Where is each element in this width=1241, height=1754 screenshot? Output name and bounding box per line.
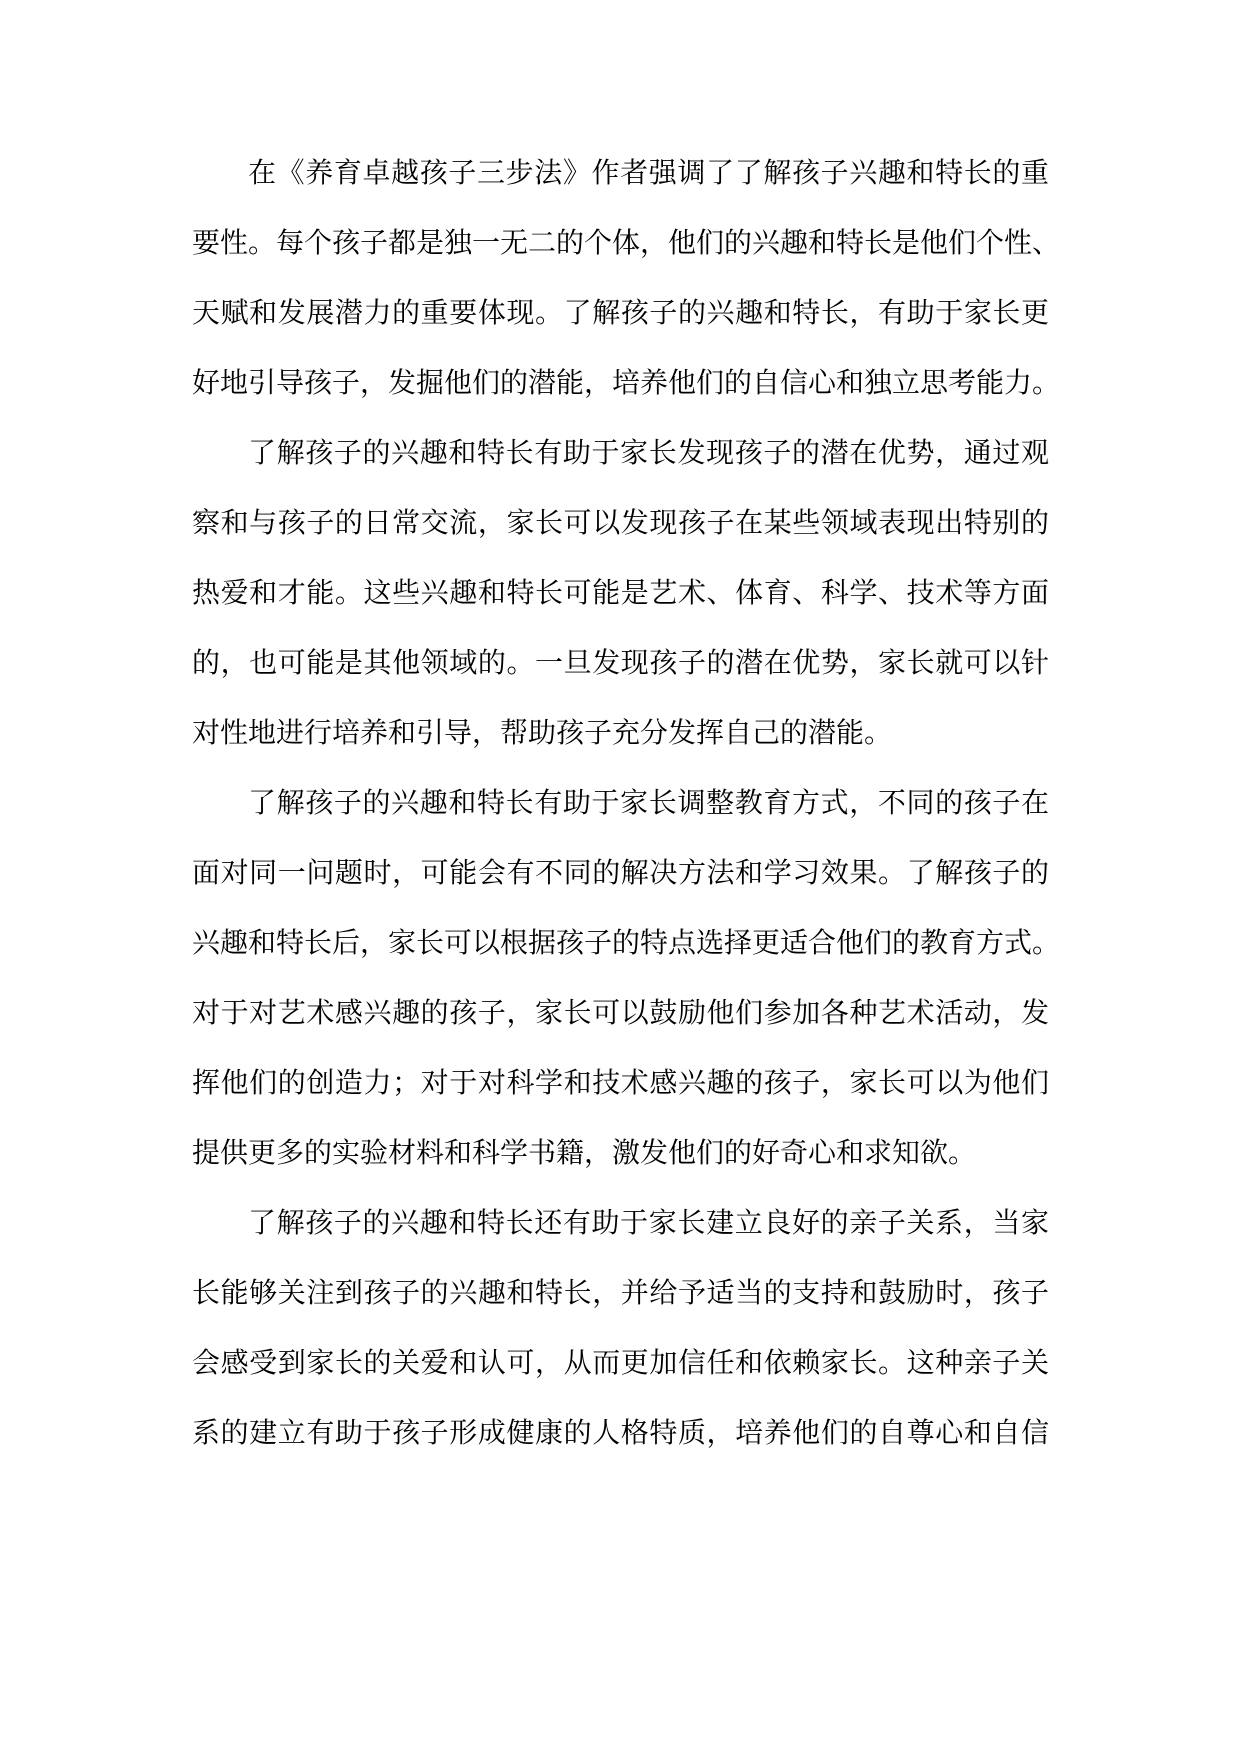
- text-line: 挥他们的创造力；对于对科学和技术感兴趣的孩子，家长可以为他们: [192, 1066, 1049, 1099]
- body-text: [192, 143, 1061, 1473]
- text-line: 天赋和发展潜力的重要体现。了解孩子的兴趣和特长，有助于家长更: [192, 296, 1049, 329]
- text-line: 提供更多的实验材料和科学书籍，激发他们的好奇心和求知欲。: [192, 1136, 977, 1169]
- text-line: 面对同一问题时，可能会有不同的解决方法和学习效果。了解孩子的: [192, 856, 1049, 889]
- text-line: 在《养育卓越孩子三步法》作者强调了了解孩子兴趣和特长的重: [248, 156, 1049, 189]
- text-line: 兴趣和特长后，家长可以根据孩子的特点选择更适合他们的教育方式。: [192, 926, 1061, 959]
- text-line: 热爱和才能。这些兴趣和特长可能是艺术、体育、科学、技术等方面: [192, 576, 1049, 609]
- text-line: 的，也可能是其他领域的。一旦发现孩子的潜在优势，家长就可以针: [192, 646, 1049, 679]
- text-line: 对于对艺术感兴趣的孩子，家长可以鼓励他们参加各种艺术活动，发: [192, 996, 1049, 1029]
- text-line: 会感受到家长的关爱和认可，从而更加信任和依赖家长。这种亲子关: [192, 1346, 1049, 1379]
- text-line: 要性。每个孩子都是独一无二的个体，他们的兴趣和特长是他们个性、: [192, 226, 1061, 259]
- text-line: 对性地进行培养和引导，帮助孩子充分发挥自己的潜能。: [192, 716, 893, 749]
- text-line: 察和与孩子的日常交流，家长可以发现孩子在某些领域表现出特别的: [192, 506, 1049, 539]
- text-line: 了解孩子的兴趣和特长还有助于家长建立良好的亲子关系，当家: [248, 1206, 1049, 1239]
- text-line: 了解孩子的兴趣和特长有助于家长发现孩子的潜在优势，通过观: [248, 436, 1049, 469]
- text-line: 了解孩子的兴趣和特长有助于家长调整教育方式，不同的孩子在: [248, 786, 1049, 819]
- text-line: 系的建立有助于孩子形成健康的人格特质，培养他们的自尊心和自信: [192, 1416, 1049, 1449]
- text-line: 好地引导孩子，发掘他们的潜能，培养他们的自信心和独立思考能力。: [192, 366, 1061, 399]
- text-line: 长能够关注到孩子的兴趣和特长，并给予适当的支持和鼓励时，孩子: [192, 1276, 1049, 1309]
